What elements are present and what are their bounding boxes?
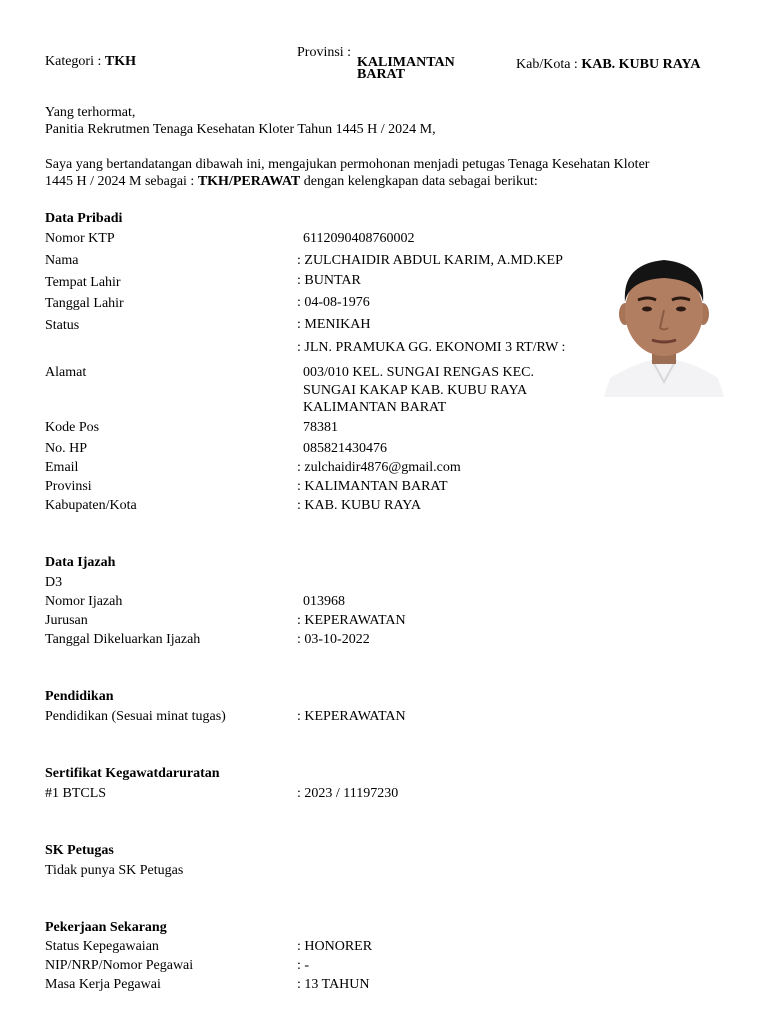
provinsi-label: Provinsi : — [297, 45, 352, 60]
intro-line1: Saya yang bertandatangan dibawah ini, mengajukan permohonan menjadi petugas Tenaga Kesehatan Kloter — [45, 157, 650, 172]
tempat-lahir-value: : BUNTAR — [297, 273, 361, 288]
email-value: : zulchaidir4876@gmail.com — [297, 460, 461, 475]
provinsi-value — [357, 57, 455, 81]
kategori-value: TKH — [104, 54, 136, 69]
sertifikat-label: #1 BTCLS — [45, 786, 107, 801]
kabkota-value: KAB. KUBU RAYA — [581, 57, 701, 72]
tanggal-lahir-label: Tanggal Lahir — [45, 296, 124, 311]
kategori-label: Kategori : — [45, 54, 105, 69]
greeting-line2: Panitia Rekrutmen Tenaga Kesehatan Kloter Tahun 1445 H / 2024 M, — [45, 122, 436, 137]
kabupaten-value: : KAB. KUBU RAYA — [297, 498, 421, 513]
greeting-line1: Yang terhormat, — [45, 105, 136, 120]
email-label: Email — [45, 460, 79, 475]
data-pribadi-heading: Data Pribadi — [45, 211, 123, 226]
tempat-lahir-label: Tempat Lahir — [45, 275, 121, 290]
tanggal-lahir-value: : 04-08-1976 — [297, 295, 370, 310]
status-label: Status — [45, 318, 80, 333]
kode-pos-label: Kode Pos — [45, 420, 100, 435]
kabupaten-label: Kabupaten/Kota — [45, 498, 137, 513]
tanggal-ijazah-label: Tanggal Dikeluarkan Ijazah — [45, 632, 201, 647]
provinsi-value-line1: KALIMANTAN — [357, 55, 455, 70]
pendidikan-value: : KEPERAWATAN — [297, 709, 406, 724]
alamat-label: Alamat — [45, 365, 87, 380]
nip-value: : - — [297, 958, 310, 973]
kode-pos-value: 78381 — [303, 420, 338, 435]
nomor-ktp-label: Nomor KTP — [45, 231, 115, 246]
pekerjaan-heading: Pekerjaan Sekarang — [45, 920, 167, 935]
alamat-line2: 003/010 KEL. SUNGAI RENGAS KEC. — [303, 365, 534, 380]
kabkota-field — [516, 56, 701, 73]
jurusan-label: Jurusan — [45, 613, 88, 628]
pendidikan-heading: Pendidikan — [45, 689, 114, 704]
nama-label: Nama — [45, 253, 79, 268]
alamat-line1: : JLN. PRAMUKA GG. EKONOMI 3 RT/RW : — [297, 340, 566, 355]
intro-prefix: 1445 H / 2024 M sebagai : — [45, 174, 198, 189]
applicant-photo — [604, 252, 724, 397]
provinsi-value-row: : KALIMANTAN BARAT — [297, 479, 448, 494]
no-hp-label: No. HP — [45, 441, 88, 456]
nip-label: NIP/NRP/Nomor Pegawai — [45, 958, 194, 973]
alamat-line3: SUNGAI KAKAP KAB. KUBU RAYA — [303, 383, 528, 398]
intro-role: TKH/PERAWAT — [197, 174, 301, 189]
status-kepegawaian-value: : HONORER — [297, 939, 373, 954]
kabkota-label: Kab/Kota : — [516, 57, 582, 72]
ijazah-level: D3 — [45, 575, 63, 590]
sk-petugas-text: Tidak punya SK Petugas — [45, 863, 184, 878]
nomor-ijazah-label: Nomor Ijazah — [45, 594, 123, 609]
intro-line2 — [45, 173, 538, 190]
sertifikat-value: : 2023 / 11197230 — [297, 786, 399, 801]
person-photo-icon — [604, 252, 724, 397]
pendidikan-label: Pendidikan (Sesuai minat tugas) — [45, 709, 226, 724]
data-ijazah-heading: Data Ijazah — [45, 555, 116, 570]
no-hp-value: 085821430476 — [303, 441, 387, 456]
intro-suffix: dengan kelengkapan data sebagai berikut: — [300, 174, 538, 189]
status-value: : MENIKAH — [297, 317, 371, 332]
sertifikat-heading: Sertifikat Kegawatdaruratan — [45, 766, 220, 781]
nomor-ktp-value: 6112090408760002 — [303, 231, 415, 246]
provinsi-label-row: Provinsi — [45, 479, 92, 494]
nomor-ijazah-value: 013968 — [303, 594, 345, 609]
sk-petugas-heading: SK Petugas — [45, 843, 114, 858]
nama-value: : ZULCHAIDIR ABDUL KARIM, A.MD.KEP — [297, 253, 563, 268]
tanggal-ijazah-value: : 03-10-2022 — [297, 632, 370, 647]
jurusan-value: : KEPERAWATAN — [297, 613, 406, 628]
provinsi-value-line2: BARAT — [357, 67, 405, 82]
alamat-line4: KALIMANTAN BARAT — [303, 400, 447, 415]
masa-kerja-label: Masa Kerja Pegawai — [45, 977, 161, 992]
kategori-field — [45, 53, 136, 70]
masa-kerja-value: : 13 TAHUN — [297, 977, 370, 992]
status-kepegawaian-label: Status Kepegawaian — [45, 939, 159, 954]
